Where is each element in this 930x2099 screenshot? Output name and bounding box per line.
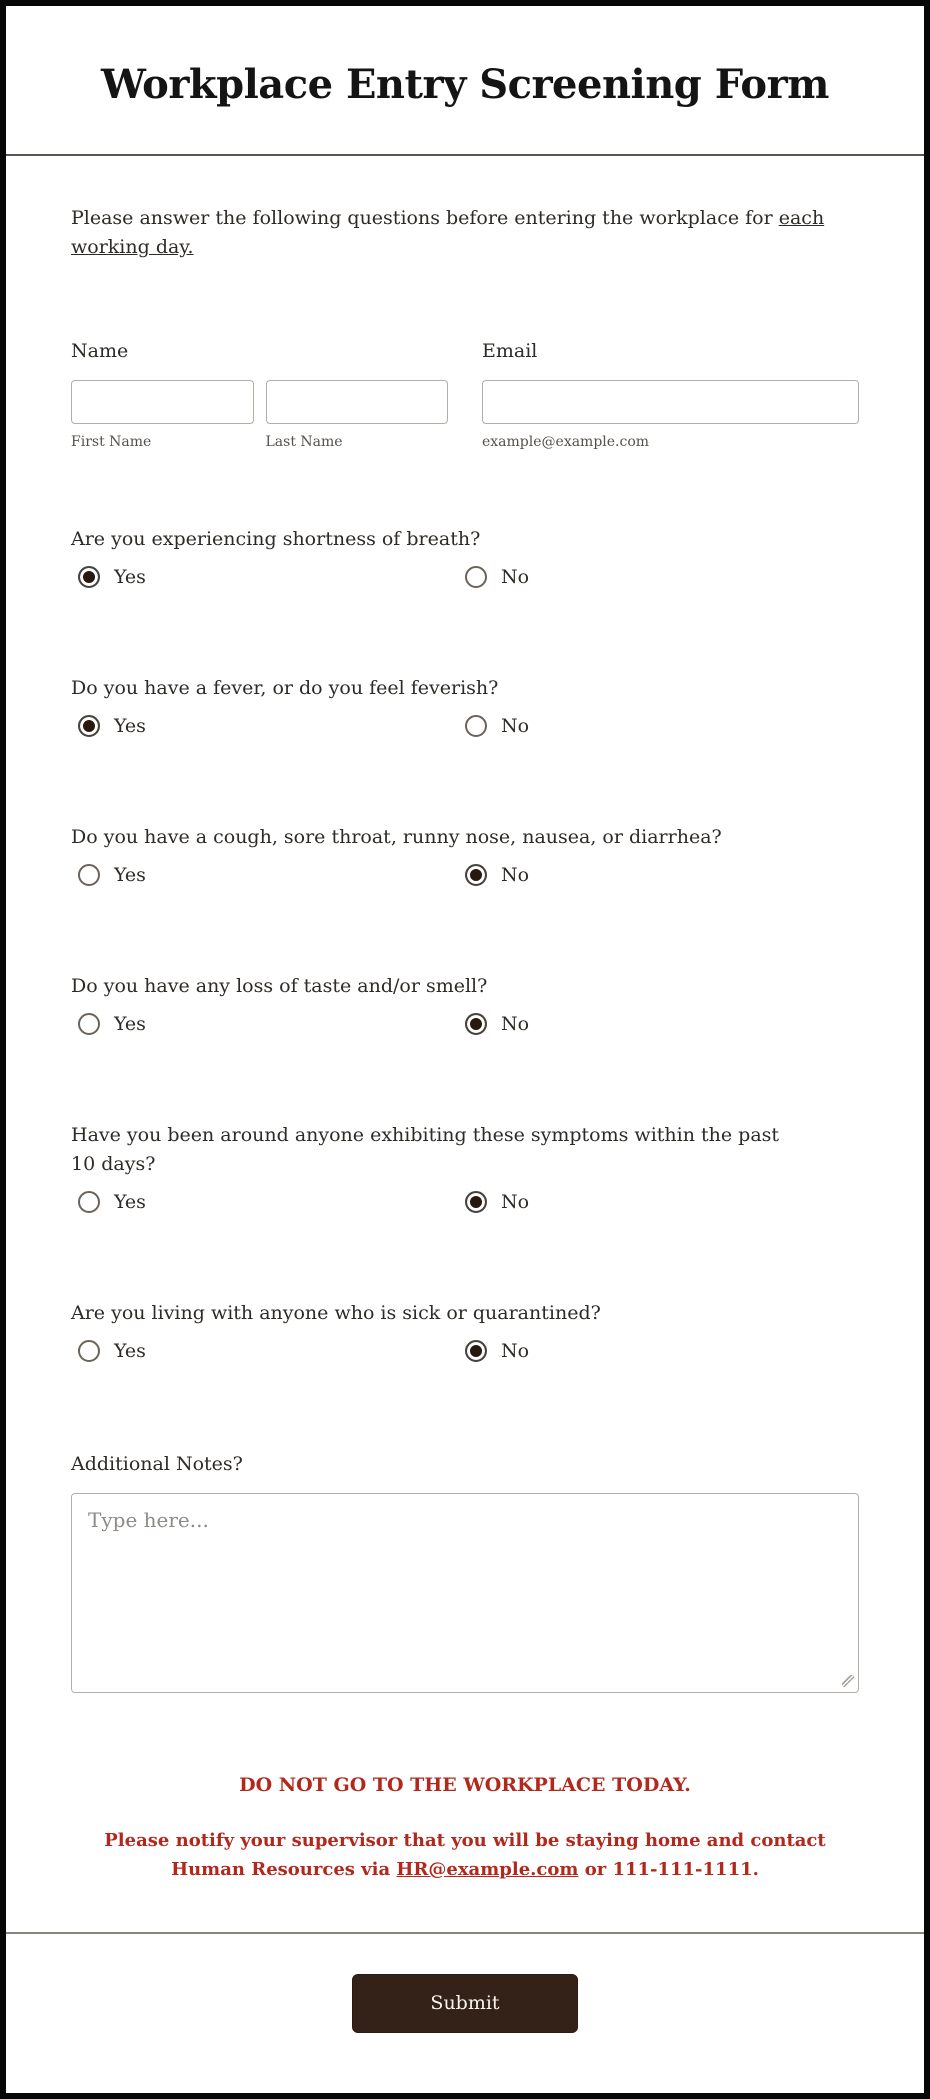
yes-label: Yes — [114, 1012, 146, 1035]
radio-no-icon[interactable] — [465, 1013, 487, 1035]
no-label: No — [501, 1190, 530, 1213]
yes-label: Yes — [114, 565, 146, 588]
no-label: No — [501, 1339, 530, 1362]
email-input[interactable] — [482, 380, 859, 424]
question-text: Have you been around anyone exhibiting these symptoms within the past 10 days? — [71, 1123, 780, 1175]
name-field-group — [71, 337, 448, 453]
warning-body-after: or 111-111-1111. — [578, 1858, 759, 1880]
radio-no-icon[interactable] — [465, 1191, 487, 1213]
notes-textarea[interactable] — [71, 1493, 859, 1693]
radio-yes-icon[interactable] — [78, 864, 100, 886]
radio-no-icon[interactable] — [465, 1340, 487, 1362]
yes-label: Yes — [114, 1339, 146, 1362]
email-field-group — [482, 337, 859, 453]
options-row — [71, 1340, 859, 1362]
radio-yes-icon[interactable] — [78, 1340, 100, 1362]
first-name-input[interactable] — [71, 380, 254, 424]
intro-text — [71, 204, 841, 263]
name-label: Name — [71, 339, 129, 362]
options-row — [71, 1013, 859, 1035]
radio-option-no[interactable] — [465, 1013, 859, 1035]
warning-headline: DO NOT GO TO THE WORKPLACE TODAY. — [239, 1773, 691, 1796]
radio-option-no[interactable] — [465, 715, 859, 737]
radio-option-yes[interactable] — [71, 1191, 465, 1213]
email-sublabel: example@example.com — [482, 433, 650, 450]
options-row — [71, 864, 859, 886]
options-row — [71, 566, 859, 588]
question-around-symptoms — [71, 1121, 859, 1213]
page-title: Workplace Entry Screening Form — [101, 61, 829, 108]
hr-email-link[interactable]: HR@example.com — [396, 1858, 579, 1880]
warning-body-before: Please notify your supervisor that you will be staying home and contact Human Resources via — [104, 1829, 826, 1880]
question-text: Do you have a fever, or do you feel feverish? — [71, 676, 499, 699]
question-text: Are you experiencing shortness of breath? — [71, 527, 481, 550]
radio-option-yes[interactable] — [71, 864, 465, 886]
question-text: Do you have a cough, sore throat, runny nose, nausea, or diarrhea? — [71, 825, 722, 848]
radio-option-no[interactable] — [465, 1191, 859, 1213]
header-divider — [6, 154, 924, 156]
question-fever — [71, 674, 859, 737]
form-header — [6, 6, 924, 108]
question-cough-sore-throat — [71, 823, 859, 886]
radio-no-icon[interactable] — [465, 715, 487, 737]
additional-notes-label: Additional Notes? — [71, 1452, 243, 1475]
email-label: Email — [482, 339, 538, 362]
question-shortness-of-breath — [71, 525, 859, 588]
radio-yes-icon[interactable] — [78, 1191, 100, 1213]
additional-notes-group — [71, 1450, 859, 1693]
radio-yes-icon[interactable] — [78, 1013, 100, 1035]
radio-option-yes[interactable] — [71, 1013, 465, 1035]
question-loss-taste-smell — [71, 972, 859, 1035]
radio-option-no[interactable] — [465, 1340, 859, 1362]
no-label: No — [501, 565, 530, 588]
yes-label: Yes — [114, 714, 146, 737]
radio-no-icon[interactable] — [465, 864, 487, 886]
yes-label: Yes — [114, 1190, 146, 1213]
last-name-sublabel: Last Name — [265, 433, 343, 450]
question-text: Are you living with anyone who is sick or quarantined? — [71, 1301, 601, 1324]
radio-option-no[interactable] — [465, 566, 859, 588]
notes-area-wrap — [71, 1493, 859, 1693]
options-row — [71, 715, 859, 737]
radio-option-yes[interactable] — [71, 1340, 465, 1362]
radio-yes-icon[interactable] — [78, 566, 100, 588]
form-content — [6, 204, 924, 1884]
name-inputs-row — [71, 380, 448, 424]
last-name-input[interactable] — [266, 380, 449, 424]
no-label: No — [501, 714, 530, 737]
question-living-with-sick — [71, 1299, 859, 1362]
radio-no-icon[interactable] — [465, 566, 487, 588]
intro-text-underlined: each working day. — [71, 207, 825, 259]
warning-body — [71, 1826, 859, 1884]
question-text: Do you have any loss of taste and/or smell? — [71, 974, 488, 997]
name-sublabels-row — [71, 424, 448, 453]
radio-option-yes[interactable] — [71, 715, 465, 737]
radio-yes-icon[interactable] — [78, 715, 100, 737]
no-label: No — [501, 863, 530, 886]
email-sublabels-row — [482, 424, 859, 453]
yes-label: Yes — [114, 863, 146, 886]
email-inputs-row — [482, 380, 859, 424]
name-email-row — [71, 337, 859, 453]
submit-button[interactable]: Submit — [352, 1974, 578, 2033]
radio-option-no[interactable] — [465, 864, 859, 886]
intro-text-plain: Please answer the following questions before entering the workplace for — [71, 207, 779, 229]
first-name-sublabel: First Name — [71, 433, 152, 450]
radio-option-yes[interactable] — [71, 566, 465, 588]
form-footer — [6, 1934, 924, 2033]
options-row — [71, 1191, 859, 1213]
no-label: No — [501, 1012, 530, 1035]
